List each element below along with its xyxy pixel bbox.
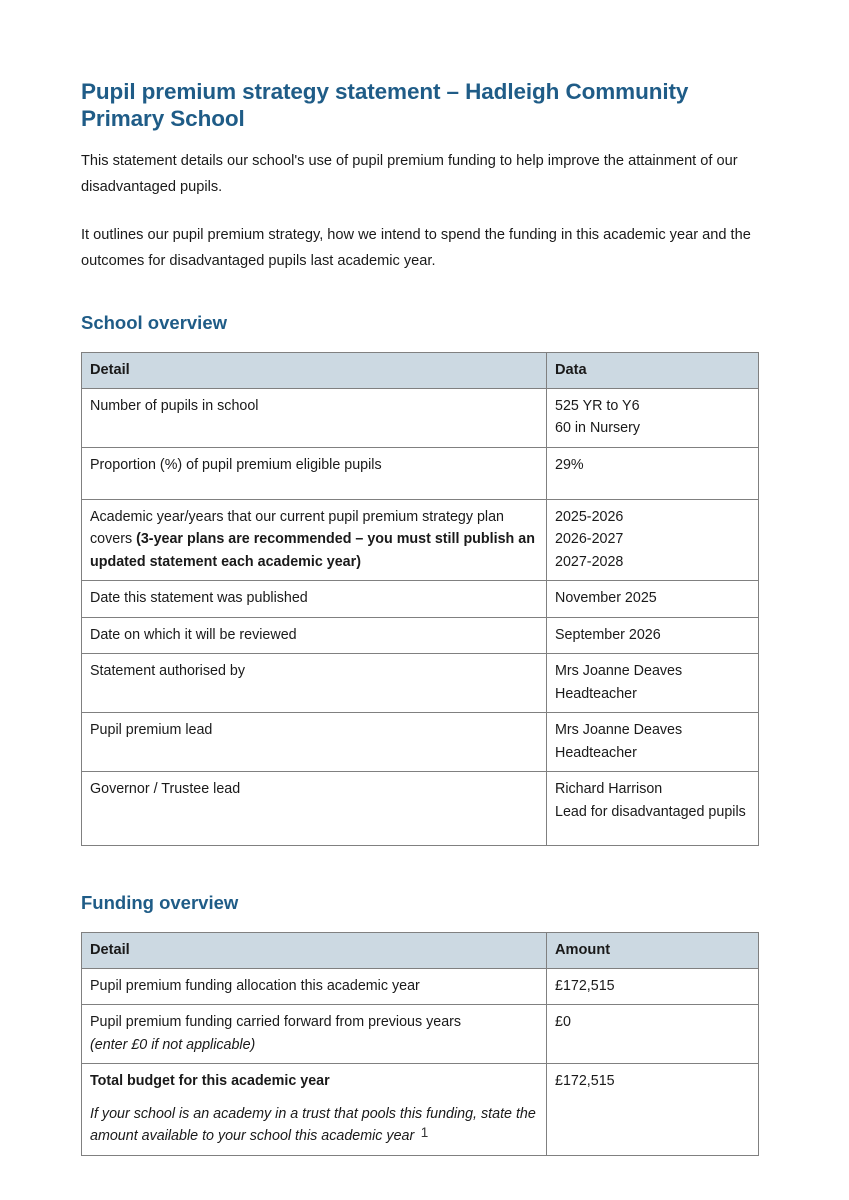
table-row: [82, 654, 759, 713]
cell-data-line: 2027-2028: [555, 553, 624, 570]
cell-detail-plain: Academic year/years that our current pupil premium strategy plan covers: [90, 508, 505, 547]
cell-data: [547, 447, 759, 499]
cell-data-line: Richard Harrison: [555, 781, 663, 797]
cell-detail: [82, 1064, 547, 1156]
cell-detail: [82, 499, 547, 581]
cell-amount: £0: [547, 1005, 759, 1064]
school-overview-heading: School overview: [81, 312, 227, 333]
cell-data-line: 60 in Nursery: [555, 420, 641, 436]
cell-detail-note: (enter £0 if not applicable): [90, 1036, 256, 1053]
cell-data: [547, 654, 759, 713]
cell-data-line: Lead for disadvantaged pupils: [555, 803, 746, 820]
column-header-detail: Detail: [82, 353, 547, 389]
cell-data-line: Mrs Joanne Deaves: [555, 663, 683, 679]
cell-amount: £172,515: [547, 968, 759, 1005]
cell-detail: Date this statement was published: [82, 581, 547, 618]
cell-data-line: Headteacher: [555, 744, 637, 761]
cell-data-line: September 2026: [555, 626, 661, 643]
cell-data: [547, 617, 759, 654]
cell-detail: Date on which it will be reviewed: [82, 617, 547, 654]
cell-detail: Number of pupils in school: [82, 388, 547, 447]
cell-data: [547, 713, 759, 772]
table-row: [82, 499, 759, 581]
column-header-data: Data: [547, 353, 759, 389]
table-header-row: [82, 933, 759, 969]
cell-detail: Governor / Trustee lead: [82, 772, 547, 846]
table-row: [82, 388, 759, 447]
cell-amount: £172,515: [547, 1064, 759, 1156]
cell-detail: [82, 1005, 547, 1064]
column-header-amount: Amount: [547, 933, 759, 969]
cell-data-line: 2026-2027: [555, 531, 624, 547]
cell-data: [547, 772, 759, 846]
page-title: Pupil premium strategy statement – Hadleigh Community Primary School: [81, 79, 689, 131]
section-spacer: [81, 274, 759, 312]
cell-detail-text: Pupil premium funding carried forward from previous years: [90, 1014, 462, 1030]
cell-data-line: Mrs Joanne Deaves: [555, 722, 683, 738]
table-row: [82, 772, 759, 846]
cell-data: [547, 499, 759, 581]
page-content: [81, 78, 759, 1156]
cell-data: [547, 581, 759, 618]
table-row: [82, 1005, 759, 1064]
cell-data-line: 525 YR to Y6: [555, 397, 640, 414]
intro-paragraph-1: This statement details our school's use of pupil premium funding to help improve the attainment of our disadvantaged pupils.: [81, 153, 738, 195]
table-row: [82, 617, 759, 654]
cell-detail-text: Total budget for this academic year: [90, 1073, 330, 1089]
table-row: [82, 1064, 759, 1156]
cell-data-line: 2025-2026: [555, 508, 624, 525]
funding-overview-heading: Funding overview: [81, 892, 239, 913]
intro-paragraph-2: It outlines our pupil premium strategy, how we intend to spend the funding in this academic year and the outcomes for disadvantaged pupils last academic year.: [81, 227, 751, 269]
section-spacer: [81, 846, 759, 892]
cell-detail: Pupil premium lead: [82, 713, 547, 772]
cell-detail: Statement authorised by: [82, 654, 547, 713]
cell-data-line: Headteacher: [555, 685, 637, 702]
cell-detail: Proportion (%) of pupil premium eligible pupils: [82, 447, 547, 499]
cell-data-line: 29%: [555, 456, 584, 473]
column-header-detail: Detail: [82, 933, 547, 969]
table-row: [82, 713, 759, 772]
cell-data-line: November 2025: [555, 590, 657, 606]
table-row: [82, 447, 759, 499]
cell-detail-note: If your school is an academy in a trust that pools this funding, state the amount available to your school this academic year: [90, 1105, 536, 1144]
table-header-row: [82, 353, 759, 389]
table-row: [82, 581, 759, 618]
cell-detail-bold: (3-year plans are recommended – you must still publish an updated statement each academic year): [90, 531, 535, 570]
funding-overview-table: [81, 932, 759, 1156]
cell-detail: Pupil premium funding allocation this academic year: [82, 968, 547, 1005]
school-overview-table: [81, 352, 759, 846]
table-row: [82, 968, 759, 1005]
page-number: 1: [420, 1125, 429, 1140]
cell-data: [547, 388, 759, 447]
